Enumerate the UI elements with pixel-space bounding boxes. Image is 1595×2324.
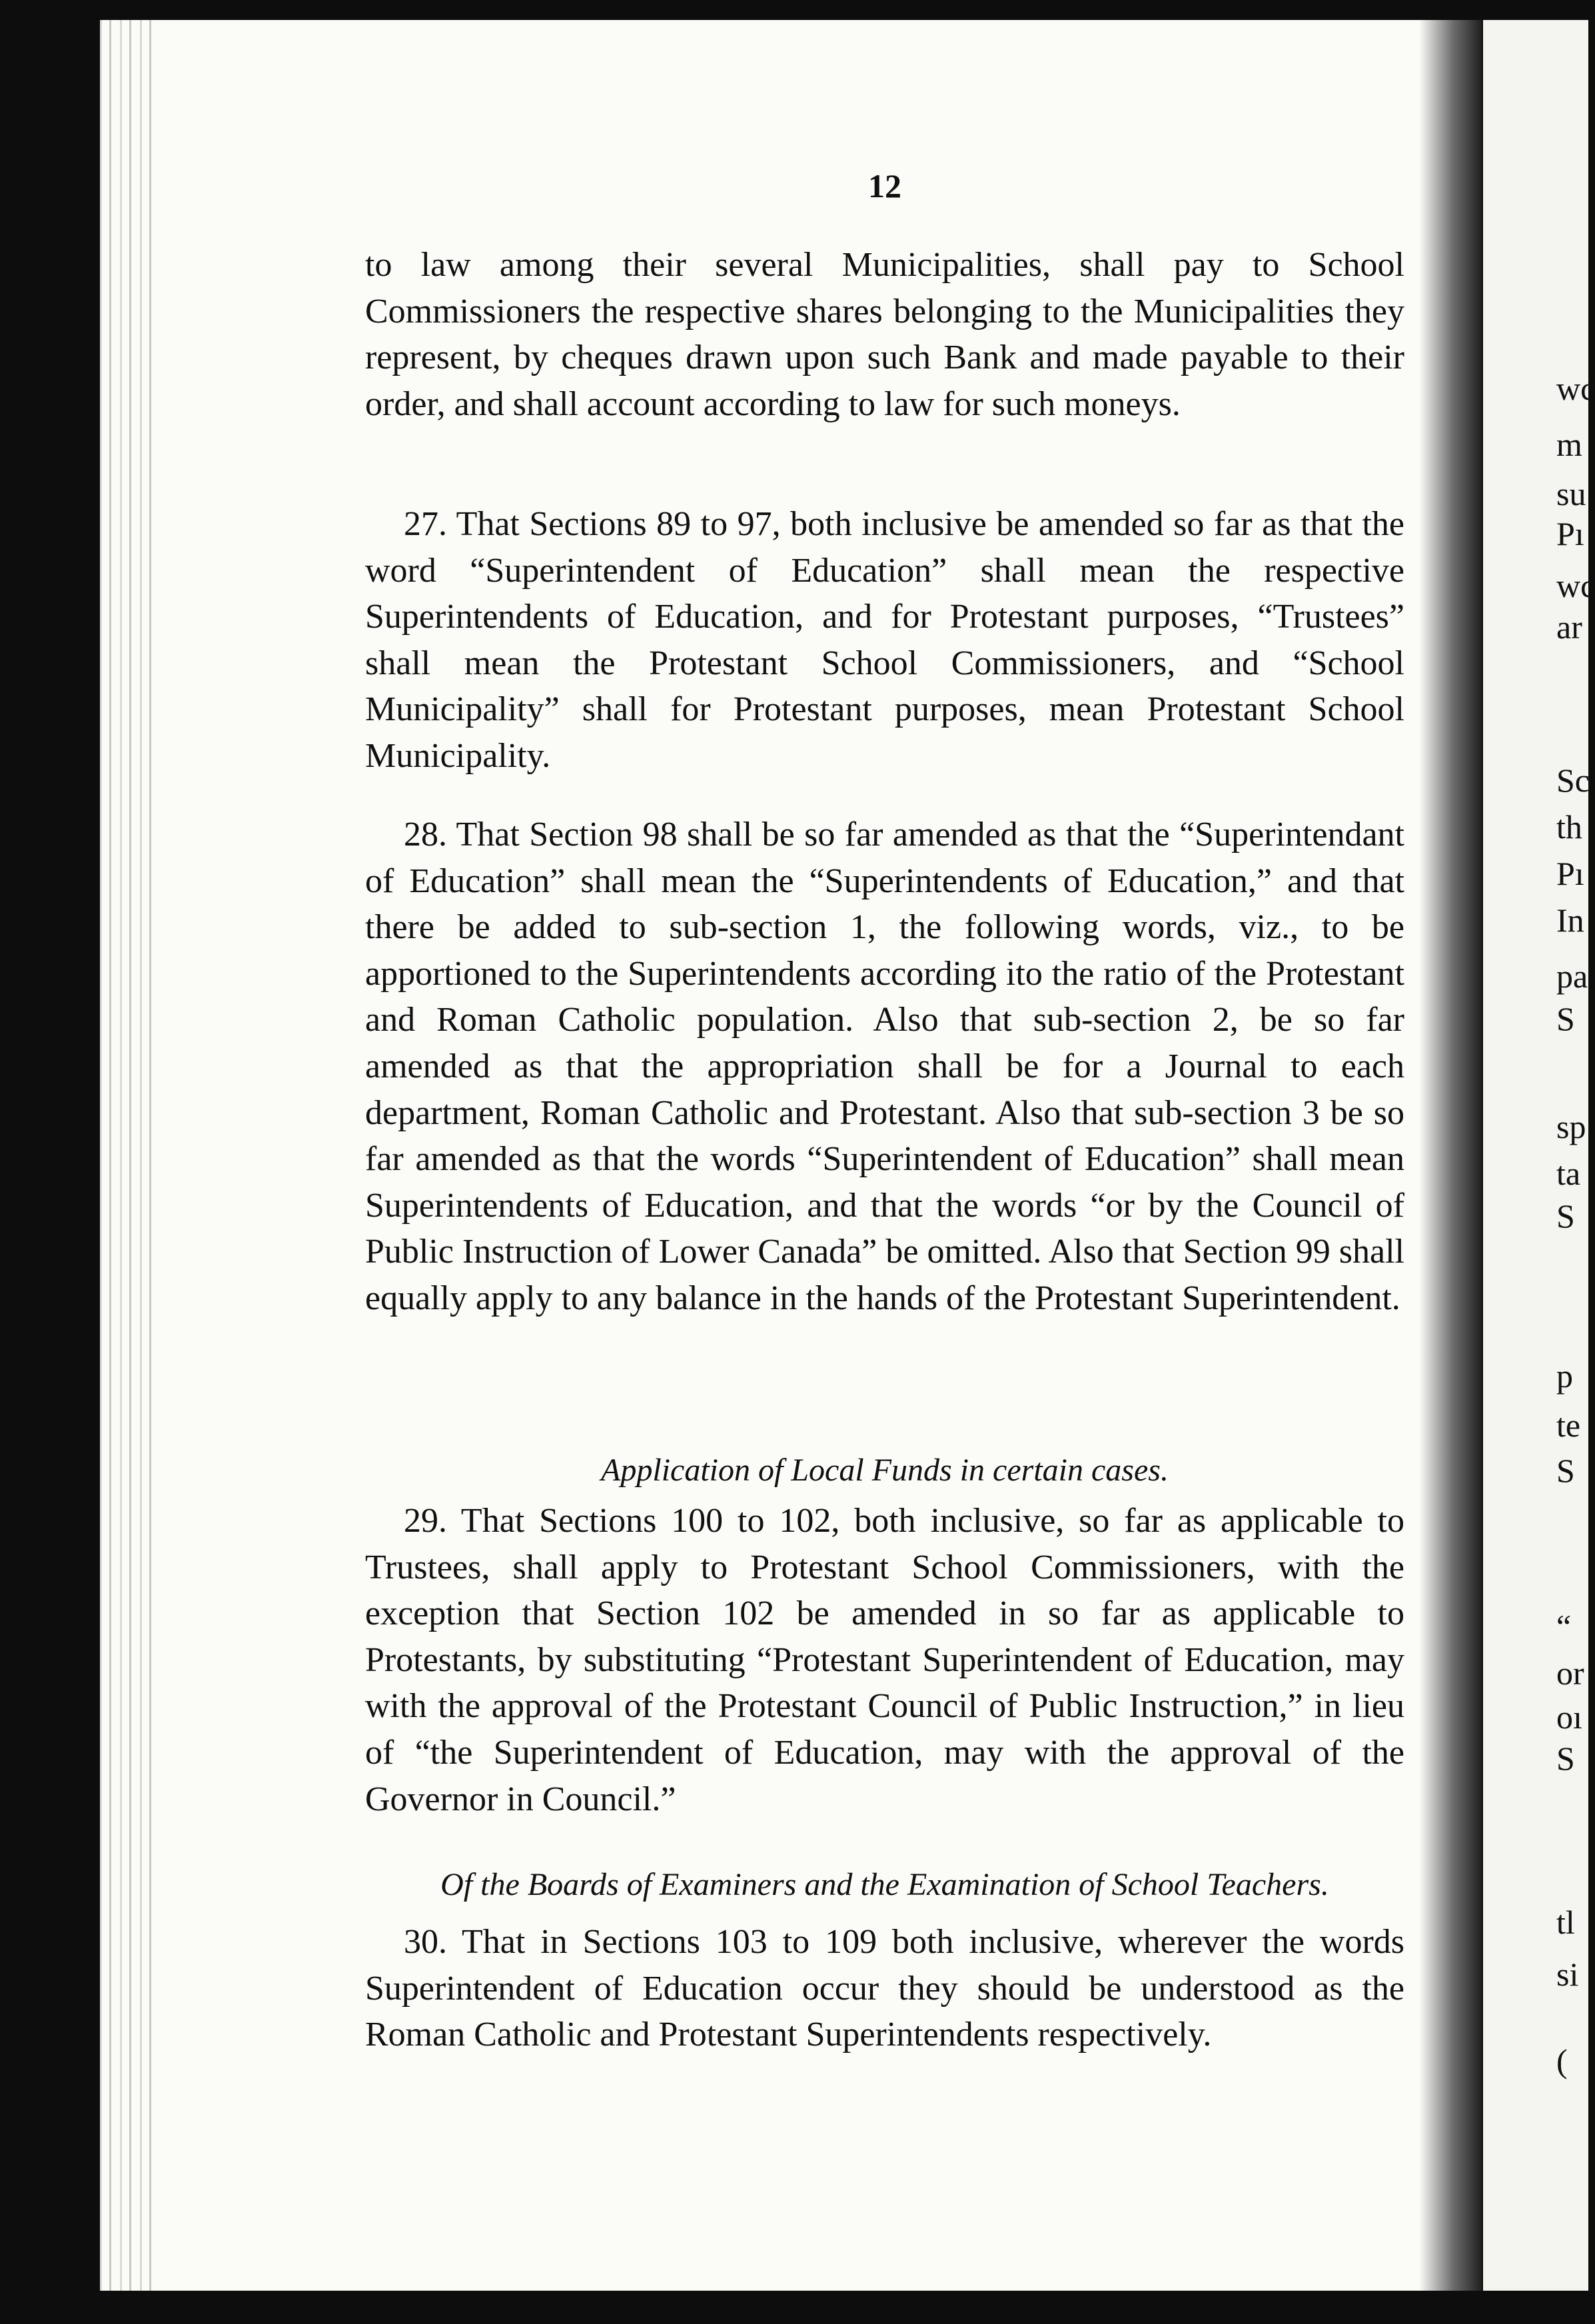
facing-page-fragment: wc [1556, 370, 1595, 407]
local-funds-heading: Application of Local Funds in certain cases. [601, 1452, 1169, 1488]
continued-paragraph: to law among their several Municipalities, shall pay to School Commissioners the respective shares belonging to the Municipalities they represent, by cheques drawn upon such Bank and made payable to their order, and shall account according to law for such moneys. [365, 246, 1404, 423]
facing-page-fragment: wc [1556, 567, 1595, 604]
section-29-paragraph: 29. That Sections 100 to 102, both inclusive, so far as applicable to Trustees, shall apply to Protestant School Commissioners, with the exception that Section 102 be amended in so far as applicable to Protestants, by substituting “Protestant Superintendent of Education, may with the approval of the Protestant Council of Public Instruction,” in lieu of “the Superintendent of Education, may with the approval of the Governor in Council.” [365, 1502, 1404, 1818]
facing-page-fragment: p [1556, 1357, 1573, 1395]
facing-page-fragment: S [1556, 1740, 1575, 1777]
facing-page-fragment: S [1556, 1197, 1575, 1235]
local-funds-heading-block [365, 1447, 1404, 1494]
page-gutter-shadow [1419, 20, 1482, 2291]
facing-page-fragment: pa [1556, 957, 1588, 995]
facing-page-fragment: tl [1556, 1904, 1575, 1941]
facing-page-fragment: ar [1556, 608, 1582, 646]
binding-edge [100, 20, 160, 2291]
page-number: 12 [868, 167, 901, 205]
facing-page-fragment: su [1556, 475, 1586, 512]
facing-page-fragment: ( [1556, 2042, 1568, 2079]
section-28-paragraph: 28. That Section 98 shall be so far amended as that the “Superintendant of Education” shall mean the “Superintendents of Education,” and that there be added to sub-section 1, the following words, viz., to be apportioned to the Superintendents according ito the ratio of the Protestant and Roman Catholic population. Also that sub-section 2, be so far amended as that the appropriation shall be for a Journal to each department, Roman Catholic and Protestant. Also that sub-section 3 be so far amended as that the words “Superintendent of Education” shall mean Superintendents of Education, and that the words “or by the Council of Public Instruction of Lower Canada” be omitted. Also that Section 99 shall equally apply to any balance in the hands of the Protestant Superintendent. [365, 816, 1404, 1317]
facing-page-fragment: oı [1556, 1698, 1582, 1736]
examiners-heading-block [365, 1862, 1404, 1908]
facing-page-fragment: or [1556, 1654, 1584, 1692]
facing-page-fragment: si [1556, 1956, 1579, 1993]
facing-page-fragment: te [1556, 1407, 1581, 1444]
facing-page-fragment: sp [1556, 1108, 1586, 1145]
section-29-block [365, 1498, 1404, 1822]
facing-page-fragment: In [1556, 901, 1584, 939]
section-27-block [365, 501, 1404, 780]
section-30-paragraph: 30. That in Sections 103 to 109 both inclusive, wherever the words Superintendent of Education occur they should be understood as the Roman Catholic and Protestant Superintendents respectively. [365, 1923, 1404, 2054]
facing-page-fragment: “ [1556, 1608, 1572, 1645]
facing-page-fragment: th [1556, 808, 1582, 846]
facing-page-fragment: S [1556, 1000, 1575, 1037]
facing-page [1483, 20, 1595, 2291]
continued-paragraph-block [365, 242, 1404, 427]
facing-page-fragment: Pı [1556, 515, 1584, 552]
examiners-heading: Of the Boards of Examiners and the Examination of School Teachers. [440, 1867, 1329, 1902]
facing-page-fragment: Pı [1556, 855, 1584, 892]
section-27-paragraph: 27. That Sections 89 to 97, both inclusive be amended so far as that the word “Superintendent of Education” shall mean the respective Superintendents of Education, and for Protestant purposes, “Trustees” shall mean the Protestant School Commissioners, and “School Municipality” shall for Protestant purposes, mean Protestant School Municipality. [365, 505, 1404, 775]
section-28-block [365, 812, 1404, 1322]
section-30-block [365, 1919, 1404, 2058]
facing-page-fragment: S [1556, 1452, 1575, 1489]
facing-page-fragment: m [1556, 426, 1582, 463]
facing-page-fragment: ta [1556, 1155, 1581, 1192]
facing-page-fragment: Sc [1556, 762, 1590, 799]
